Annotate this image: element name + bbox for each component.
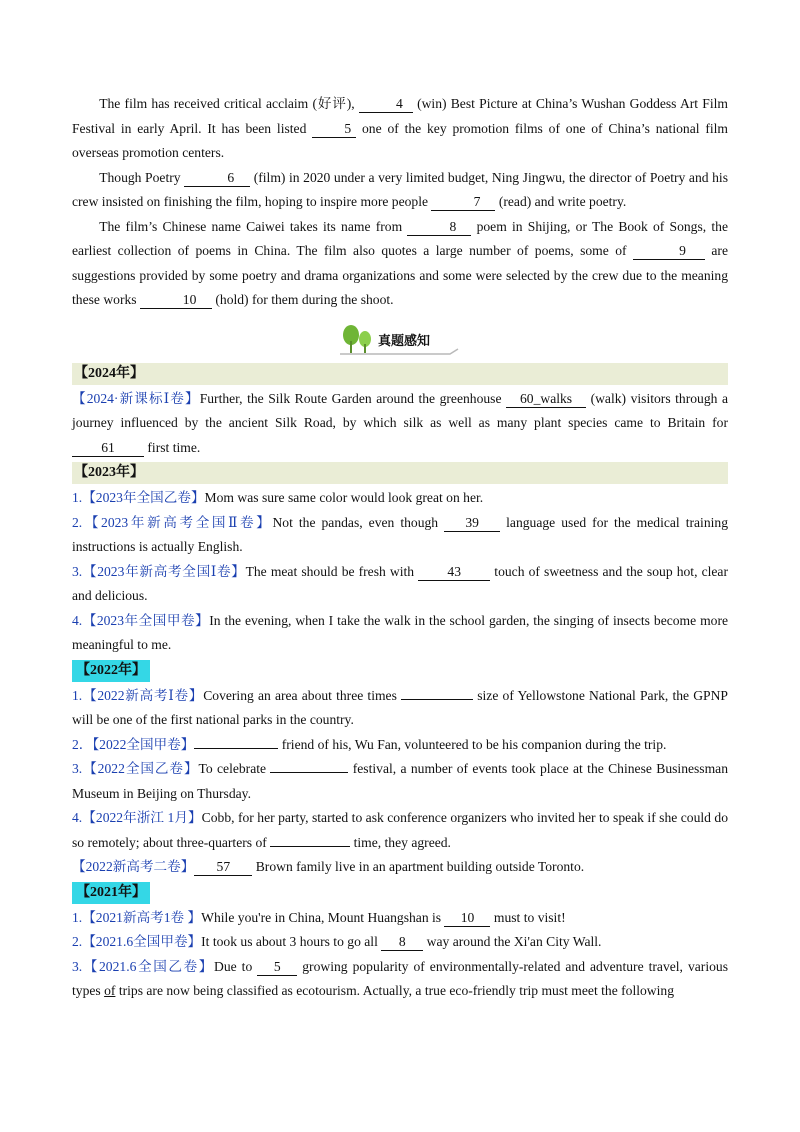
question-number: 3. [72,958,83,974]
blank-input[interactable] [401,699,473,700]
source-tag: 【2021.6全国甲卷】 [82,934,202,949]
text: (win) Best Picture at China’s Wushan Goddess Art Film Festival in early April. It has been listed [72,96,728,136]
question-2023-2 [72,511,728,560]
question-2022-4 [72,806,728,855]
text: Though Poetry [99,169,185,185]
text: Cobb, for her party, started to ask conference organizers who invited her to speak if she could do so remotely; about three-quarters of [72,810,728,850]
question-number: 2. [72,934,83,949]
text: (hold) for them during the shoot. [211,292,394,307]
underlined-word: of [104,983,116,998]
text: The film’s Chinese name Caiwei takes its name from [99,218,408,234]
blank-57[interactable]: 57 [194,859,252,876]
text: The meat should be fresh with [245,563,419,579]
text: Brown family live in an apartment building outside Toronto. [252,859,585,874]
question-number: 4. [72,612,83,628]
section-banner [72,323,728,355]
question-2023-3 [72,560,728,609]
question-2021-2 [72,930,728,955]
blank-4[interactable]: 4 [359,96,413,113]
question-2022-5 [72,855,728,880]
year-header-2024: 【2024年】 [72,363,728,385]
text: (read) and write poetry. [495,194,627,209]
blank-43[interactable]: 43 [418,564,490,581]
source-tag: 【2021.6全国乙卷】 [82,958,215,974]
blank-9[interactable]: 9 [633,243,705,260]
text: To celebrate [198,761,271,776]
blank-input[interactable] [270,772,348,773]
text: must to visit! [490,909,566,925]
source-tag: 【2022年浙江 1月】 [82,810,202,825]
question-number: 1. [72,687,83,703]
question-number: 2． [72,736,93,752]
blank-8[interactable]: 8 [381,934,423,951]
text: (film) in 2020 under a very limited budget, Ning Jingwu, the director of Poetry and his crew insisted on finishing the film, hoping to inspire more people [72,169,729,209]
blank-input[interactable] [194,748,278,749]
text: (walk) visitors through a journey influenced by the ancient Silk Road, by which silk as well as many plant species came to Britain for [72,390,728,430]
banner-box [340,323,460,355]
source-tag: 【2023年新高考全国Ⅰ卷】 [82,563,246,579]
question-number: 3. [72,563,83,579]
blank-5[interactable]: 5 [257,959,297,976]
blank-5[interactable]: 5 [312,121,356,138]
source-tag: 【2021新高考1卷 】 [82,909,202,925]
source-tag: 【2024·新课标Ⅰ卷】 [72,390,200,406]
text: Further, the Silk Route Garden around the greenhouse [199,390,507,406]
question-2024-1 [72,387,728,461]
blank-10[interactable]: 10 [140,292,212,309]
source-tag: 【2022全国甲卷】 [92,736,195,752]
source-tag: 【2023年新高考全国Ⅱ卷】 [82,514,273,530]
text: Not the pandas, even though [272,514,445,530]
blank-8[interactable]: 8 [407,219,471,236]
text: poem in Shijing, or The Book of Songs, the earliest collection of poems in China. The film also quotes a large number of poems, some of [72,218,728,258]
text: language used for the medical training instructions is actually English. [72,514,728,554]
document-body [72,92,728,1004]
blank-7[interactable]: 7 [431,194,495,211]
question-2022-1 [72,684,728,733]
blank-input[interactable] [270,846,350,847]
question-number: 1. [72,909,83,925]
text: It took us about 3 hours to go all [201,934,382,949]
source-tag: 【2022全国乙卷】 [82,761,199,776]
text: friend of his, Wu Fan, volunteered to be his companion during the trip. [278,736,667,752]
text: size of Yellowstone National Park, the GPNP will be one of the first national parks in the country. [72,687,728,727]
blank-60[interactable]: 60_walks [506,391,586,408]
blank-39[interactable]: 39 [444,515,500,532]
question-2023-1 [72,486,728,511]
year-header-2023: 【2023年】 [72,462,728,484]
text: first time. [144,439,201,455]
text: The film has received critical acclaim (好评), [99,96,359,111]
blank-10[interactable]: 10 [444,910,490,927]
source-tag: 【2023年全国乙卷】 [82,490,205,505]
text: Mom was sure same color would look great on her. [204,490,484,505]
year-header-2021: 【2021年】 [72,882,150,904]
banner-label: 真题感知 [378,333,431,349]
year-header-2022: 【2022年】 [72,660,150,682]
text: In the evening, when I take the walk in the school garden, the singing of insects become more meaningful to me. [72,612,729,652]
passage-paragraph-3 [72,215,728,313]
text: Covering an area about three times [203,687,402,703]
text: festival, a number of events took place at the Chinese Businessman Museum in Beijing on Thursday. [72,761,729,801]
text: trips are now being classified as ecotourism. Actually, a true eco-friendly trip must meet the following [115,983,674,998]
blank-6[interactable]: 6 [184,170,250,187]
text: one of the key promotion films of one of China’s national film overseas promotion centers. [72,120,728,160]
question-2023-4 [72,609,728,658]
question-number: 2. [72,514,83,530]
text: time, they agreed. [350,834,451,850]
question-2021-3 [72,955,728,1004]
source-tag: 【2022新高考二卷】 [72,859,195,874]
blank-61[interactable]: 61 [72,440,144,457]
passage-paragraph-1 [72,92,728,166]
text: are suggestions provided by some poetry and drama organizations and some were selected by the crew due to the meaning these works [72,243,728,307]
question-2021-1 [72,906,728,931]
question-number: 1. [72,490,83,505]
text: growing popularity of environmentally-related and adventure travel, various types [72,958,728,998]
question-2022-3 [72,757,728,806]
source-tag: 【2023年全国甲卷】 [82,612,210,628]
question-number: 4. [72,810,83,825]
text: way around the Xi'an City Wall. [423,934,602,949]
text: Due to [214,958,258,974]
question-number: 3. [72,761,83,776]
text: While you're in China, Mount Huangshan is [201,909,445,925]
passage-paragraph-2 [72,166,728,215]
question-2022-2 [72,733,728,758]
source-tag: 【2022新高考Ⅰ卷】 [82,687,204,703]
text: touch of sweetness and the soup hot, clear and delicious. [72,563,728,603]
